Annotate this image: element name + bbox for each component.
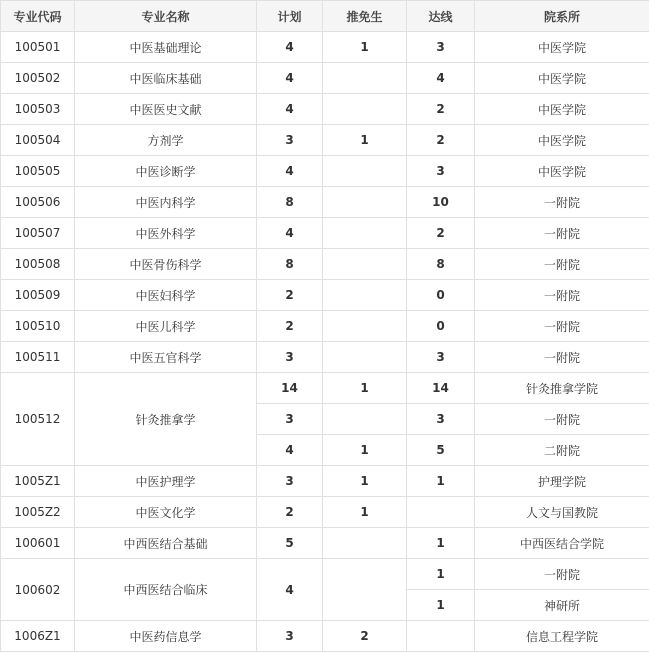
cell-name: 中医临床基础 <box>75 63 257 94</box>
cell-name: 中医骨伤科学 <box>75 249 257 280</box>
cell-name: 中医诊断学 <box>75 156 257 187</box>
header-code: 专业代码 <box>1 1 75 32</box>
table-row <box>1 342 649 373</box>
header-exempt: 推免生 <box>323 1 407 32</box>
table-row <box>1 63 649 94</box>
cell-dept: 一附院 <box>475 559 649 590</box>
cell-name: 针灸推拿学 <box>75 373 257 466</box>
cell-exempt: 1 <box>323 497 407 528</box>
cell-pass <box>407 621 475 652</box>
header-name: 专业名称 <box>75 1 257 32</box>
cell-exempt <box>323 94 407 125</box>
header-row <box>1 1 649 32</box>
cell-code: 100602 <box>1 559 75 621</box>
cell-exempt <box>323 559 407 621</box>
cell-pass: 3 <box>407 32 475 63</box>
cell-exempt <box>323 280 407 311</box>
cell-plan: 8 <box>257 249 323 280</box>
cell-pass: 4 <box>407 63 475 94</box>
table-row <box>1 466 649 497</box>
cell-exempt <box>323 63 407 94</box>
cell-dept: 中医学院 <box>475 125 649 156</box>
cell-plan: 4 <box>257 63 323 94</box>
cell-dept: 信息工程学院 <box>475 621 649 652</box>
cell-code: 100504 <box>1 125 75 156</box>
cell-name: 中医医史文献 <box>75 94 257 125</box>
table-row <box>1 218 649 249</box>
table-row <box>1 373 649 404</box>
cell-exempt: 1 <box>323 466 407 497</box>
cell-exempt: 1 <box>323 435 407 466</box>
table-row <box>1 311 649 342</box>
table-row <box>1 187 649 218</box>
cell-name: 方剂学 <box>75 125 257 156</box>
cell-plan: 3 <box>257 342 323 373</box>
cell-name: 中医内科学 <box>75 187 257 218</box>
cell-plan: 4 <box>257 32 323 63</box>
cell-name: 中医外科学 <box>75 218 257 249</box>
cell-exempt: 2 <box>323 621 407 652</box>
cell-pass: 1 <box>407 466 475 497</box>
cell-dept: 二附院 <box>475 435 649 466</box>
cell-pass: 0 <box>407 311 475 342</box>
cell-exempt <box>323 187 407 218</box>
table-row <box>1 280 649 311</box>
cell-code: 100502 <box>1 63 75 94</box>
cell-pass: 1 <box>407 590 475 621</box>
cell-plan: 3 <box>257 404 323 435</box>
header-pass: 达线 <box>407 1 475 32</box>
cell-exempt <box>323 342 407 373</box>
table-row <box>1 94 649 125</box>
cell-plan: 4 <box>257 94 323 125</box>
cell-pass: 3 <box>407 404 475 435</box>
cell-code: 100506 <box>1 187 75 218</box>
cell-exempt <box>323 156 407 187</box>
cell-exempt <box>323 528 407 559</box>
cell-name: 中西医结合基础 <box>75 528 257 559</box>
cell-plan: 4 <box>257 559 323 621</box>
cell-pass: 2 <box>407 125 475 156</box>
cell-pass: 1 <box>407 528 475 559</box>
table-row <box>1 497 649 528</box>
cell-name: 中医妇科学 <box>75 280 257 311</box>
cell-plan: 2 <box>257 311 323 342</box>
cell-code: 100510 <box>1 311 75 342</box>
cell-pass <box>407 497 475 528</box>
cell-plan: 4 <box>257 435 323 466</box>
cell-code: 100508 <box>1 249 75 280</box>
cell-pass: 14 <box>407 373 475 404</box>
cell-dept: 中医学院 <box>475 94 649 125</box>
cell-exempt: 1 <box>323 32 407 63</box>
cell-dept: 一附院 <box>475 342 649 373</box>
cell-pass: 3 <box>407 342 475 373</box>
cell-code: 100503 <box>1 94 75 125</box>
table-row <box>1 559 649 590</box>
header-dept: 院系所 <box>475 1 649 32</box>
cell-code: 1005Z1 <box>1 466 75 497</box>
cell-code: 100509 <box>1 280 75 311</box>
cell-code: 1006Z1 <box>1 621 75 652</box>
cell-pass: 0 <box>407 280 475 311</box>
cell-exempt <box>323 218 407 249</box>
cell-dept: 中医学院 <box>475 63 649 94</box>
cell-code: 100501 <box>1 32 75 63</box>
cell-plan: 14 <box>257 373 323 404</box>
cell-pass: 3 <box>407 156 475 187</box>
table-row <box>1 249 649 280</box>
cell-name: 中西医结合临床 <box>75 559 257 621</box>
cell-code: 1005Z2 <box>1 497 75 528</box>
cell-dept: 一附院 <box>475 280 649 311</box>
cell-dept: 一附院 <box>475 218 649 249</box>
cell-name: 中医护理学 <box>75 466 257 497</box>
cell-pass: 8 <box>407 249 475 280</box>
cell-dept: 中医学院 <box>475 32 649 63</box>
header-plan: 计划 <box>257 1 323 32</box>
cell-plan: 4 <box>257 156 323 187</box>
cell-dept: 中医学院 <box>475 156 649 187</box>
cell-exempt <box>323 311 407 342</box>
cell-dept: 中西医结合学院 <box>475 528 649 559</box>
cell-name: 中医药信息学 <box>75 621 257 652</box>
cell-dept: 一附院 <box>475 311 649 342</box>
cell-pass: 1 <box>407 559 475 590</box>
cell-exempt <box>323 249 407 280</box>
cell-pass: 2 <box>407 94 475 125</box>
cell-exempt: 1 <box>323 373 407 404</box>
cell-plan: 2 <box>257 497 323 528</box>
cell-pass: 2 <box>407 218 475 249</box>
cell-exempt <box>323 404 407 435</box>
table-row <box>1 156 649 187</box>
cell-pass: 5 <box>407 435 475 466</box>
cell-plan: 8 <box>257 187 323 218</box>
cell-name: 中医基础理论 <box>75 32 257 63</box>
cell-plan: 3 <box>257 621 323 652</box>
cell-code: 100512 <box>1 373 75 466</box>
cell-plan: 3 <box>257 125 323 156</box>
cell-code: 100511 <box>1 342 75 373</box>
cell-dept: 针灸推拿学院 <box>475 373 649 404</box>
cell-exempt: 1 <box>323 125 407 156</box>
table-row <box>1 125 649 156</box>
cell-dept: 护理学院 <box>475 466 649 497</box>
cell-pass: 10 <box>407 187 475 218</box>
cell-dept: 一附院 <box>475 187 649 218</box>
cell-name: 中医五官科学 <box>75 342 257 373</box>
cell-name: 中医儿科学 <box>75 311 257 342</box>
cell-plan: 4 <box>257 218 323 249</box>
table-row <box>1 621 649 652</box>
cell-code: 100507 <box>1 218 75 249</box>
cell-plan: 5 <box>257 528 323 559</box>
cell-plan: 3 <box>257 466 323 497</box>
cell-dept: 神研所 <box>475 590 649 621</box>
cell-name: 中医文化学 <box>75 497 257 528</box>
cell-plan: 2 <box>257 280 323 311</box>
cell-dept: 一附院 <box>475 404 649 435</box>
cell-dept: 一附院 <box>475 249 649 280</box>
table-row <box>1 528 649 559</box>
cell-code: 100601 <box>1 528 75 559</box>
cell-code: 100505 <box>1 156 75 187</box>
table-row <box>1 32 649 63</box>
cell-dept: 人文与国教院 <box>475 497 649 528</box>
